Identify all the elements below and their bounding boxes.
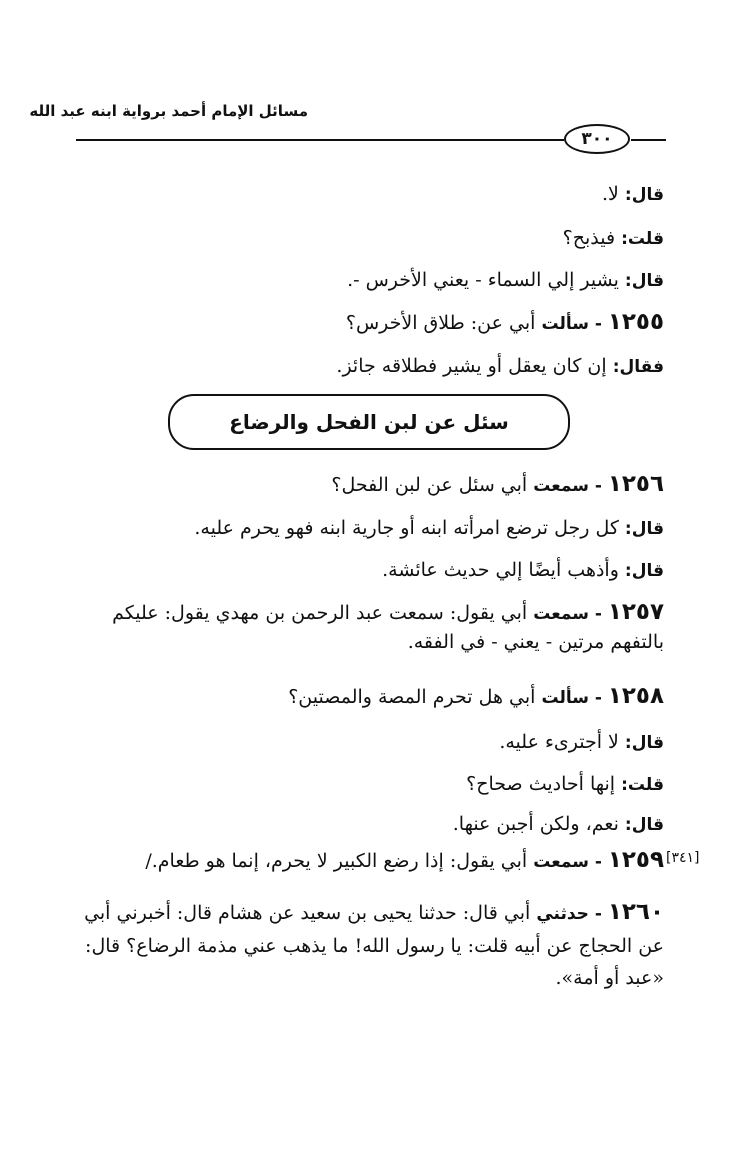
section-heading: سئل عن لبن الفحل والرضاع — [168, 394, 570, 450]
entry-lead: - سمعت — [533, 852, 608, 872]
line-text: كل رجل ترضع امرأته ابنه أو جارية ابنه فهو يحرم عليه. — [194, 517, 625, 539]
line-text: فيذبح؟ — [562, 227, 622, 249]
entry-number: ١٢٥٨ — [607, 683, 664, 709]
entry-number: ١٢٥٩ — [607, 847, 664, 873]
text-line — [453, 810, 664, 839]
speaker-label: قال: — [624, 815, 664, 835]
line-text: لا أجترىء عليه. — [499, 731, 625, 753]
speaker-label: قال: — [624, 519, 664, 539]
line-text: أبي يقول: إذا رضع الكبير لا يحرم، إنما هو طعام./ — [145, 850, 534, 872]
speaker-label: قال: — [624, 185, 664, 205]
text-line — [499, 728, 664, 757]
text-line — [563, 224, 664, 253]
text-line — [382, 556, 664, 585]
entry-lead: - حدثني — [536, 904, 608, 924]
numbered-entry — [72, 896, 664, 994]
numbered-entry — [346, 308, 664, 338]
running-header-title: مسائل الإمام أحمد برواية ابنه عبد الله — [29, 102, 308, 120]
entry-lead: - سمعت — [533, 604, 608, 624]
line-text: لا. — [602, 183, 625, 205]
entry-lead: - سألت — [541, 688, 608, 708]
entry-lead: - سمعت — [533, 476, 608, 496]
line-text: يشير إلي السماء - يعني الأخرس -. — [347, 269, 625, 291]
line-text: إنها أحاديث صحاح؟ — [466, 773, 622, 795]
entry-number: ١٢٥٥ — [607, 309, 664, 335]
text-line — [347, 266, 664, 295]
text-line — [602, 180, 664, 209]
entry-number: ١٢٥٧ — [607, 599, 664, 625]
entry-number: ١٢٥٦ — [607, 471, 664, 497]
speaker-label: قال: — [624, 271, 664, 291]
entry-lead: - سألت — [541, 314, 608, 334]
line-text: أبي سئل عن لبن الفحل؟ — [331, 474, 534, 496]
line-text: إن كان يعقل أو يشير فطلاقه جائز. — [336, 355, 613, 377]
line-text: أبي قال: حدثنا يحيى بن سعيد عن هشام قال: أخبرني أبي عن الحجاج عن أبيه قلت: يا رسول الله! ما يذهب عني مذمة الرضاع؟ قال: «عبد أو أمة». — [84, 902, 664, 989]
speaker-label: قلت: — [621, 229, 664, 249]
header-rule — [76, 139, 564, 141]
numbered-entry — [72, 598, 664, 656]
speaker-label: قال: — [624, 561, 664, 581]
header-rule-end — [631, 139, 666, 141]
page-number: ٣٠٠ — [564, 124, 630, 154]
numbered-entry — [331, 470, 664, 500]
margin-reference: [٣٤١] — [666, 850, 700, 866]
line-text: أبي عن: طلاق الأخرس؟ — [345, 312, 542, 334]
line-text: وأذهب أيضًا إلي حديث عائشة. — [382, 559, 625, 581]
speaker-label: قلت: — [621, 775, 664, 795]
line-text: نعم، ولكن أجبن عنها. — [452, 813, 625, 835]
speaker-label: قال: — [624, 733, 664, 753]
numbered-entry — [145, 846, 664, 876]
text-line — [336, 352, 664, 381]
line-text: أبي يقول: سمعت عبد الرحمن بن مهدي يقول: عليكم بالتفهم مرتين - يعني - في الفقه. — [112, 602, 664, 653]
text-line — [194, 514, 664, 543]
numbered-entry — [288, 682, 664, 712]
text-line — [466, 770, 664, 799]
line-text: أبي هل تحرم المصة والمصتين؟ — [288, 686, 542, 708]
entry-number: ١٢٦٠ — [607, 899, 664, 925]
speaker-label: فقال: — [612, 357, 664, 377]
